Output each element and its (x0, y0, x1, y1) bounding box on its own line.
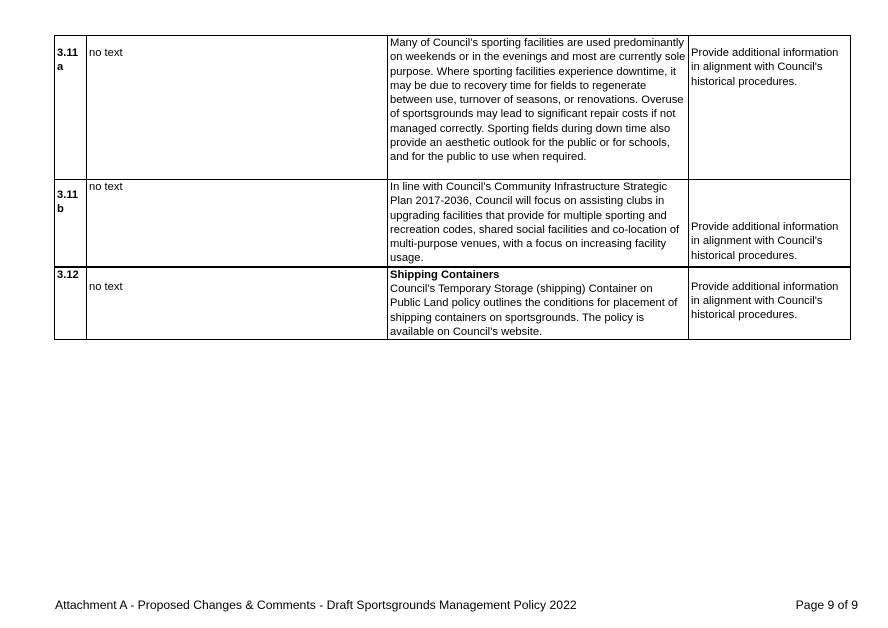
original-text-cell: no text (87, 180, 388, 267)
comment-cell: Provide additional information in alignment with Council's historical procedures. (689, 180, 851, 267)
table-row (55, 36, 851, 180)
proposed-change-cell (388, 36, 689, 180)
clause-number: 3.11 a (55, 36, 87, 180)
comment-cell: Provide additional information in alignment with Council's historical procedures. (689, 267, 851, 340)
proposed-change-cell (388, 180, 689, 267)
section-heading: Shipping Containers (390, 268, 500, 281)
proposed-change-text: In line with Council’s Community Infrastructure Strategic Plan 2017-2036, Council will focus on assisting clubs in upgrading facilities that provide for multiple sporting and recreation codes, shared social facilities and co-location of multi-purpose venues, with a focus on increasing facility usage. (390, 181, 680, 265)
proposed-change-cell (388, 267, 689, 340)
comment-cell: Provide additional information in alignment with Council's historical procedures. (689, 36, 851, 180)
table-row (55, 180, 851, 267)
table-row (55, 267, 851, 340)
clause-number: 3.11 b (55, 180, 87, 267)
policy-changes-table (54, 35, 851, 340)
original-text-cell: no text (87, 267, 388, 340)
clause-number: 3.12 (55, 267, 87, 340)
proposed-change-text: Many of Council’s sporting facilities are used predominantly on weekends or in the evenings and most are currently sole purpose. Where sporting facilities experience downtime, it may be due to recovery time for fields to regenerate between use, turnover of seasons, or renovations. Overuse of sportsgrounds may lead to significant repair costs if not managed correctly. Sporting fields during down time also provide an aesthetic outlook for the public or for schools, and for the public to use when required. (390, 37, 686, 164)
footer-document-title: Attachment A - Proposed Changes & Comments - Draft Sportsgrounds Management Policy 2022 (55, 598, 577, 612)
page-number: Page 9 of 9 (795, 598, 858, 612)
original-text-cell: no text (87, 36, 388, 180)
proposed-change-text: Council’s Temporary Storage (shipping) Container on Public Land policy outlines the conditions for placement of shipping containers on sportsgrounds. The policy is available on Council’s website. (390, 283, 678, 338)
